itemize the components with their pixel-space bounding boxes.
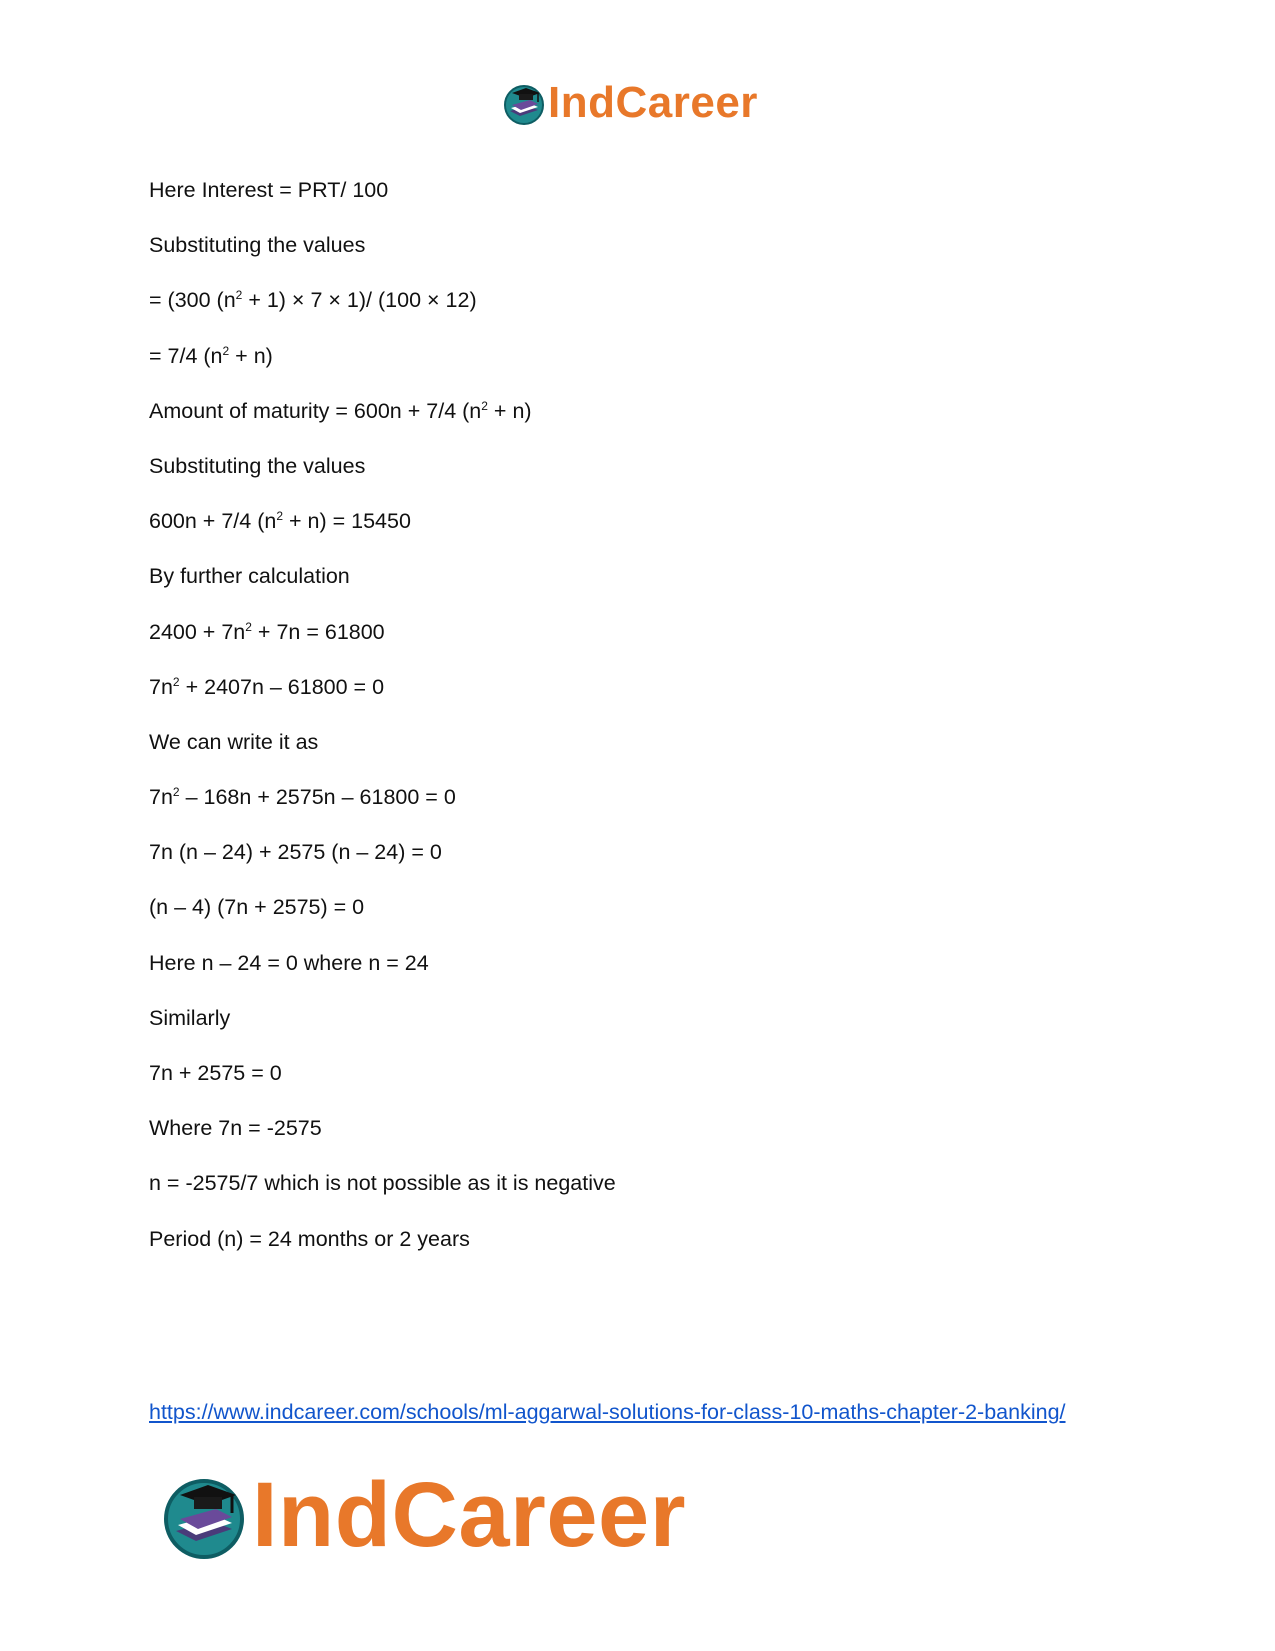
solution-line <box>149 341 1149 396</box>
line-text: = (300 (n <box>149 288 236 313</box>
solution-line <box>149 1113 1149 1168</box>
line-text: Amount of maturity = 600n + 7/4 (n <box>149 398 482 423</box>
solution-line <box>149 892 1149 947</box>
line-text: We can write it as <box>149 729 319 754</box>
superscript: 2 <box>276 509 283 524</box>
superscript: 2 <box>172 785 180 800</box>
line-text: + 7n = 61800 <box>251 619 385 644</box>
line-text: + n) <box>229 343 273 368</box>
footer-logo-text: IndCareer <box>252 1464 686 1566</box>
source-link[interactable]: https://www.indcareer.com/schools/ml-aggarwal-solutions-for-class-10-maths-chapter-2-banking/ <box>149 1400 1066 1424</box>
solution-line <box>149 506 1149 561</box>
superscript: 2 <box>222 343 230 358</box>
solution-line <box>149 175 1149 230</box>
solution-line <box>149 561 1149 616</box>
graduation-cap-globe-icon <box>502 81 546 125</box>
solution-text <box>149 175 1149 1279</box>
graduation-cap-globe-icon <box>160 1471 248 1559</box>
solution-line <box>149 1058 1149 1113</box>
line-text: 7n (n – 24) + 2575 (n – 24) = 0 <box>149 840 442 865</box>
line-text: Substituting the values <box>149 453 366 478</box>
line-text: 7n + 2575 = 0 <box>149 1061 282 1085</box>
solution-line <box>149 451 1149 506</box>
superscript: 2 <box>235 288 243 303</box>
line-text: Where 7n = -2575 <box>149 1116 322 1141</box>
line-text: Period (n) = 24 months or 2 years <box>149 1226 470 1251</box>
superscript: 2 <box>245 619 252 634</box>
line-text: 600n + 7/4 (n <box>149 509 277 534</box>
header-logo-text: IndCareer <box>548 78 758 127</box>
solution-line <box>149 396 1149 451</box>
solution-line <box>149 672 1149 727</box>
header-logo <box>502 78 758 128</box>
line-text: 7n <box>149 785 173 810</box>
line-text: Substituting the values <box>149 233 366 258</box>
solution-line <box>149 1003 1149 1058</box>
solution-line <box>149 782 1149 837</box>
line-text: + n) = 15450 <box>283 509 411 534</box>
solution-line <box>149 948 1149 1003</box>
footer-logo <box>160 1465 686 1565</box>
superscript: 2 <box>481 398 488 413</box>
line-text: 2400 + 7n <box>149 619 246 644</box>
solution-line <box>149 1224 1149 1279</box>
line-text: Here n – 24 = 0 where n = 24 <box>149 950 429 975</box>
superscript: 2 <box>172 674 180 689</box>
line-text: By further calculation <box>149 564 350 589</box>
solution-line <box>149 837 1149 892</box>
solution-line <box>149 285 1149 340</box>
line-text: 7n <box>149 674 173 699</box>
line-text: + 2407n – 61800 = 0 <box>179 674 385 699</box>
line-text: (n – 4) (7n + 2575) = 0 <box>149 895 365 920</box>
line-text: – 168n + 2575n – 61800 = 0 <box>179 785 456 810</box>
line-text: Similarly <box>149 1005 231 1030</box>
solution-line <box>149 727 1149 782</box>
line-text: + 1) × 7 × 1)/ (100 × 12) <box>242 288 477 313</box>
line-text: Here Interest = PRT/ 100 <box>149 178 389 202</box>
solution-line <box>149 230 1149 285</box>
line-text: = 7/4 (n <box>149 343 223 368</box>
line-text: n = -2575/7 which is not possible as it is negative <box>149 1171 616 1196</box>
solution-line <box>149 1168 1149 1223</box>
solution-line <box>149 617 1149 672</box>
line-text: + n) <box>487 398 532 423</box>
